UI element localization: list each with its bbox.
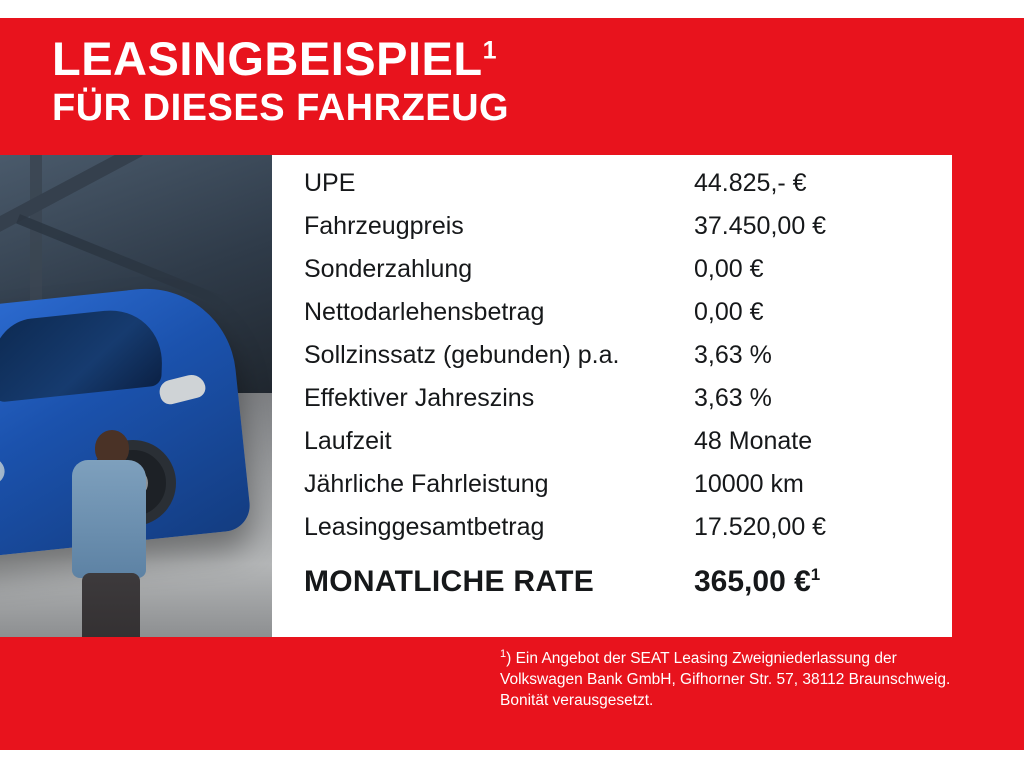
- spec-value: 44.825,- €: [694, 169, 807, 197]
- specs-table: [304, 169, 934, 615]
- spec-label: Sollzinssatz (gebunden) p.a.: [304, 341, 620, 369]
- headline-line-2: FÜR DIESES FAHRZEUG: [52, 87, 510, 129]
- photo-person-torso: [72, 460, 146, 578]
- spec-row: [304, 169, 934, 212]
- photo-car-window: [0, 305, 164, 404]
- headline-footnote-marker: 1: [482, 36, 497, 65]
- spec-label: Nettodarlehensbetrag: [304, 298, 545, 326]
- spec-value: 3,63 %: [694, 384, 772, 412]
- spec-row: [304, 212, 934, 255]
- spec-row: [304, 298, 934, 341]
- monthly-rate-row: [304, 565, 934, 615]
- offer-panel: [0, 155, 952, 637]
- monthly-rate-value: [694, 565, 820, 599]
- spec-row: [304, 255, 934, 298]
- footnote-marker: 1: [500, 647, 507, 660]
- spec-value: 0,00 €: [694, 255, 764, 283]
- photo-person-legs: [82, 573, 140, 637]
- spec-value: 3,63 %: [694, 341, 772, 369]
- top-white-margin: [0, 0, 1024, 18]
- spec-value: 37.450,00 €: [694, 212, 827, 240]
- spec-label: Leasinggesamtbetrag: [304, 513, 545, 541]
- headline-block: [52, 34, 509, 130]
- photo-car-mirror: [157, 372, 207, 406]
- footnote-text: ) Ein Angebot der SEAT Leasing Zweigniederlassung der Volkswagen Bank GmbH, Gifhorner Str. 57, 38112 Braunschweig. Bonität verausgesetzt.: [500, 650, 951, 709]
- monthly-rate-footnote-marker: 1: [810, 565, 821, 584]
- spec-value: 0,00 €: [694, 298, 764, 326]
- spec-label: Sonderzahlung: [304, 255, 473, 283]
- spec-value: 48 Monate: [694, 427, 813, 455]
- spec-value: 17.520,00 €: [694, 513, 827, 541]
- spec-row: [304, 341, 934, 384]
- spec-row: [304, 384, 934, 427]
- bottom-white-margin: [0, 750, 1024, 768]
- spec-row: [304, 513, 934, 556]
- monthly-rate-amount: 365,00 €: [694, 565, 811, 598]
- vehicle-photo: [0, 155, 272, 637]
- spec-label: UPE: [304, 169, 356, 197]
- spec-row: [304, 470, 934, 513]
- spec-label: Fahrzeugpreis: [304, 212, 464, 240]
- monthly-rate-label: MONATLICHE RATE: [304, 565, 595, 598]
- spec-label: Jährliche Fahrleistung: [304, 470, 549, 498]
- footnote: [500, 648, 970, 711]
- spec-value: 10000 km: [694, 470, 804, 498]
- spec-row: [304, 427, 934, 470]
- headline-line-1: [52, 34, 509, 84]
- headline-line-1-text: LEASINGBEISPIEL: [52, 32, 483, 85]
- spec-label: Laufzeit: [304, 427, 392, 455]
- photo-car-headlight: [0, 455, 5, 485]
- spec-label: Effektiver Jahreszins: [304, 384, 535, 412]
